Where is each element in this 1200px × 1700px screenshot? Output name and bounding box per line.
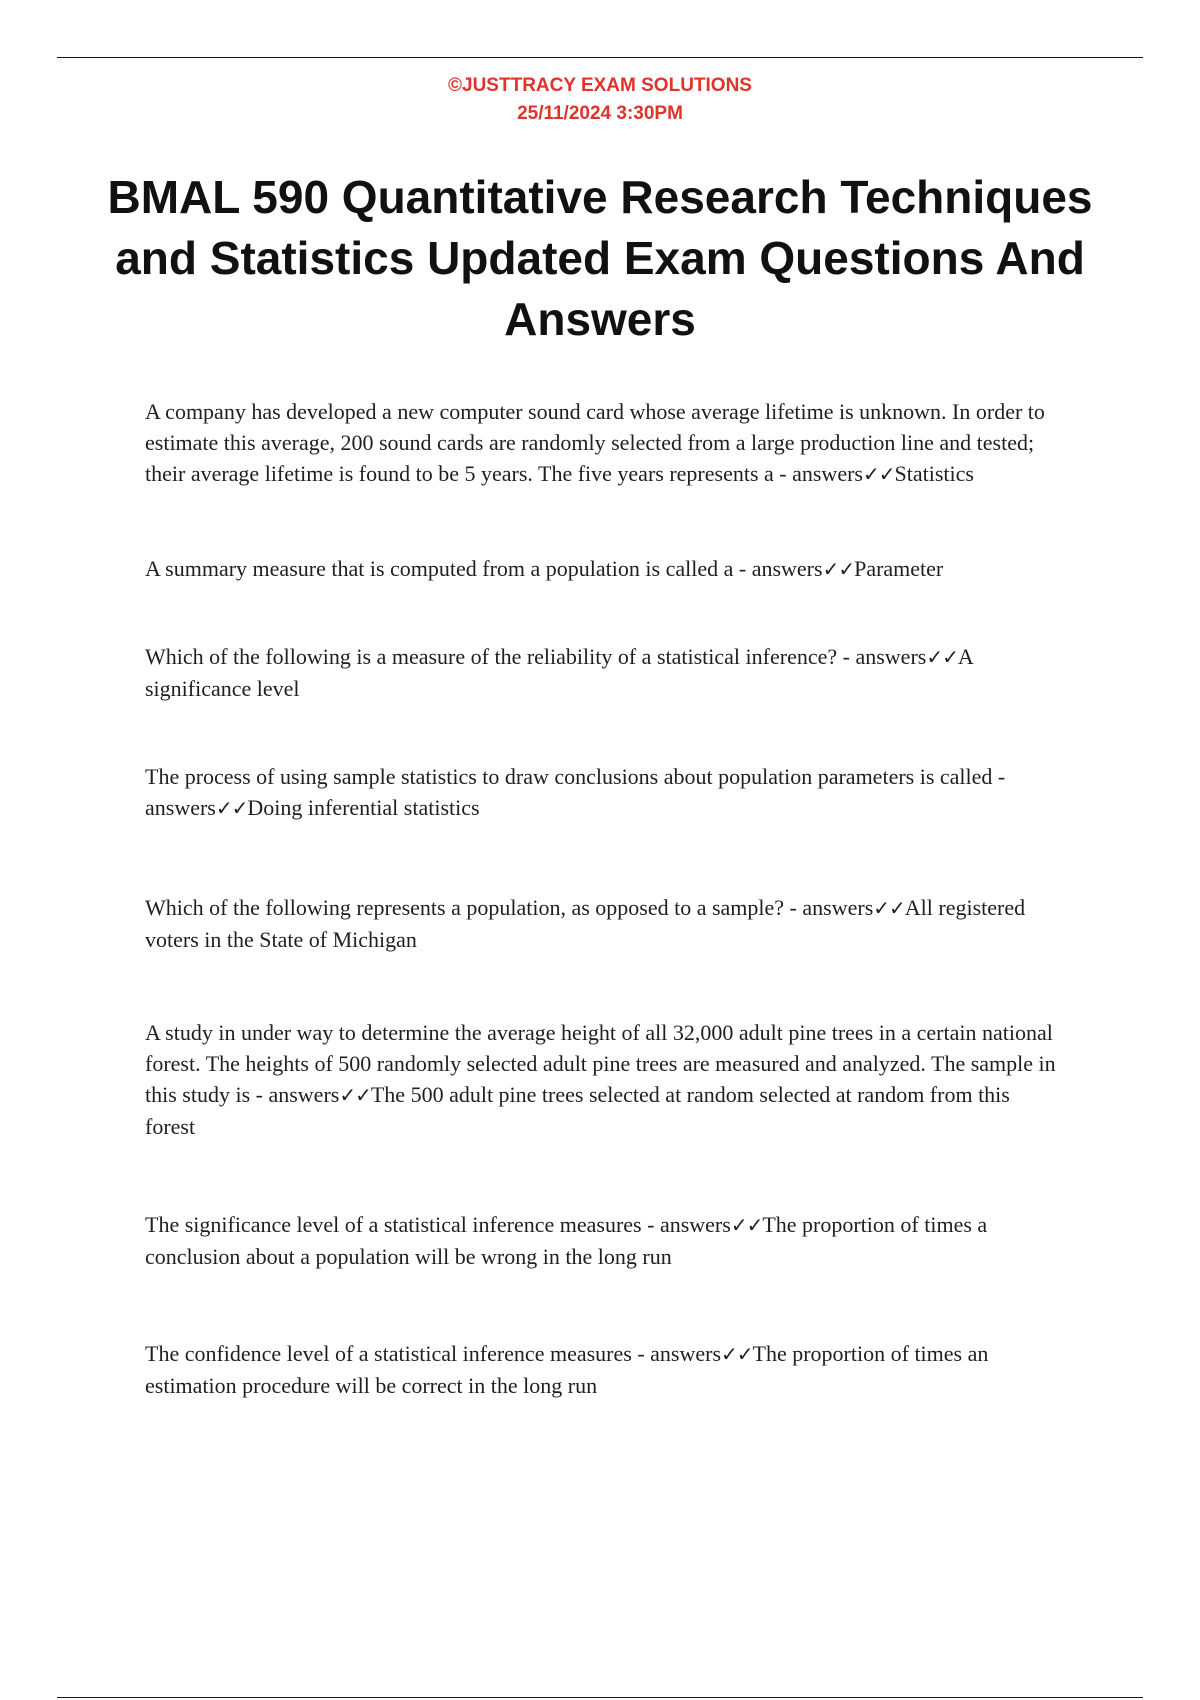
question-text: A study in under way to determine the average height of all 32,000 adult pine trees in a certain national forest. The heights of 500 randomly selected adult pine trees are measured and analyzed. The sample in this study is - <box>145 1020 1056 1107</box>
answer-text: All registered voters in the State of Michigan <box>145 895 1026 952</box>
double-check-icon: ✓✓ <box>721 1342 753 1366</box>
double-check-icon: ✓✓ <box>926 645 958 669</box>
document-header <box>0 72 1200 128</box>
qa-item <box>145 1209 1065 1272</box>
answer-text: The proportion of times a conclusion about a population will be wrong in the long run <box>145 1212 988 1269</box>
double-check-icon: ✓✓ <box>873 896 905 920</box>
header-datetime: 25/11/2024 3:30PM <box>517 103 683 124</box>
answer-label: answers <box>644 1341 722 1366</box>
double-check-icon: ✓✓ <box>862 462 895 486</box>
qa-item <box>145 641 1065 704</box>
header-brand: ©JUSTTRACY EXAM SOLUTIONS <box>448 75 752 96</box>
answer-label: answers <box>849 644 927 669</box>
question-text: A summary measure that is computed from a population is called a - <box>145 556 747 581</box>
top-rule <box>57 57 1143 58</box>
answer-text: The proportion of times an estimation procedure will be correct in the long run <box>145 1341 989 1398</box>
question-text: The significance level of a statistical inference measures - <box>145 1212 655 1237</box>
double-check-icon: ✓✓ <box>822 557 855 581</box>
double-check-icon: ✓✓ <box>215 796 248 820</box>
document-title: BMAL 590 Quantitative Research Techniques and Statistics Updated Exam Questions And Answers <box>107 171 1093 345</box>
qa-item <box>145 1017 1065 1142</box>
answer-label: answers <box>145 764 1011 820</box>
qa-item <box>145 892 1065 955</box>
answer-label: answers <box>654 1212 731 1237</box>
question-text: The confidence level of a statistical inference measures - <box>145 1341 645 1366</box>
question-text: A company has developed a new computer sound card whose average lifetime is unknown. In order to estimate this average, 200 sound cards are randomly selected from a large production line and tested; their average lifetime is found to be 5 years. The five years represents a - <box>145 399 1045 486</box>
double-check-icon: ✓✓ <box>730 1213 763 1237</box>
answer-label: answers <box>746 556 823 581</box>
question-text: Which of the following is a measure of the reliability of a statistical inference? - <box>145 644 850 669</box>
answer-text: A significance level <box>145 644 973 701</box>
answer-text: The 500 adult pine trees selected at random selected at random from this forest <box>145 1082 1010 1139</box>
answer-label: answers <box>796 895 874 920</box>
answer-text: Statistics <box>894 461 974 486</box>
question-text: The process of using sample statistics to draw conclusions about population parameters is called - <box>145 764 1006 789</box>
answer-label: answers <box>262 1082 340 1107</box>
qa-item <box>145 553 1065 585</box>
bottom-rule <box>57 1697 1143 1698</box>
double-check-icon: ✓✓ <box>339 1083 371 1107</box>
answer-label: answers <box>786 461 863 486</box>
question-text: Which of the following represents a population, as opposed to a sample? - <box>145 895 797 920</box>
answer-text: Doing inferential statistics <box>247 795 480 820</box>
qa-item <box>145 396 1065 490</box>
qa-item <box>145 761 1065 824</box>
qa-list <box>145 396 1065 1401</box>
qa-item <box>145 1338 1065 1401</box>
answer-text: Parameter <box>854 556 944 581</box>
